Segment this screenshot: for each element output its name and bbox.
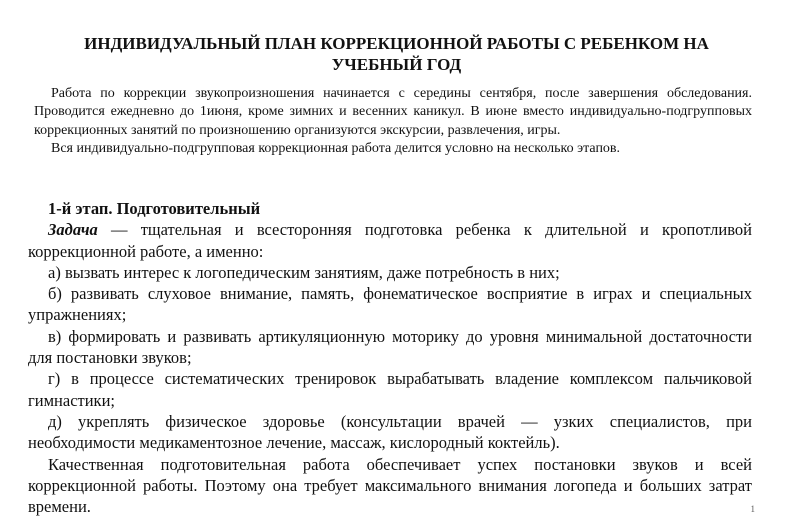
stage-heading: 1-й этап. Подготовительный xyxy=(48,199,261,218)
list-item: г) в процессе систематических тренировок вырабатывать владение комплексом пальчиковой гимнастики; xyxy=(28,369,752,410)
intro-section xyxy=(34,85,752,158)
page-number: 1 xyxy=(750,504,755,514)
list-item: б) развивать слуховое внимание, память, фонематическое восприятие в играх и специальных упражнениях; xyxy=(28,284,752,325)
task-label: Задача xyxy=(48,220,98,240)
list-item: а) вызвать интерес к логопедическим занятиям, даже потребность в них; xyxy=(48,262,560,282)
intro-paragraph: Вся индивидуально-подгрупповая коррекционная работа делится условно на несколько этапов. xyxy=(51,140,621,156)
closing-paragraph: Качественная подготовительная работа обеспечивает успех постановки звуков и всей коррекционной работы. Поэтому она требует максимального внимания логопеда и больших затрат времени. xyxy=(28,454,752,517)
stage-section xyxy=(28,198,752,517)
intro-paragraph: Работа по коррекции звукопроизношения начинается с середины сентября, после завершения обследования. Проводится ежедневно до 1июня, кроме зимних и весенних каникул. В июне вместо индивидуально-подгрупповых коррекционных занятий по произношению организуются экскурсии, развлечения, игры. xyxy=(34,86,752,138)
task-text: — тщательная и всесторонняя подготовка ребенка к длительной и кропотливой коррекционной работе, а именно: xyxy=(28,220,752,261)
list-item: в) формировать и развивать артикуляционную моторику до уровня минимальной достаточности для постановки звуков; xyxy=(28,326,752,368)
list-item: д) укреплять физическое здоровье (консультации врачей — узких специалистов, при необходимости медикаментозное лечение, массаж, кислородный коктейль). xyxy=(28,411,752,453)
document-title: ИНДИВИДУАЛЬНЫЙ ПЛАН КОРРЕКЦИОННОЙ РАБОТЫ С РЕБЕНКОМ НА УЧЕБНЫЙ ГОД xyxy=(84,34,709,74)
task-paragraph xyxy=(28,219,752,262)
